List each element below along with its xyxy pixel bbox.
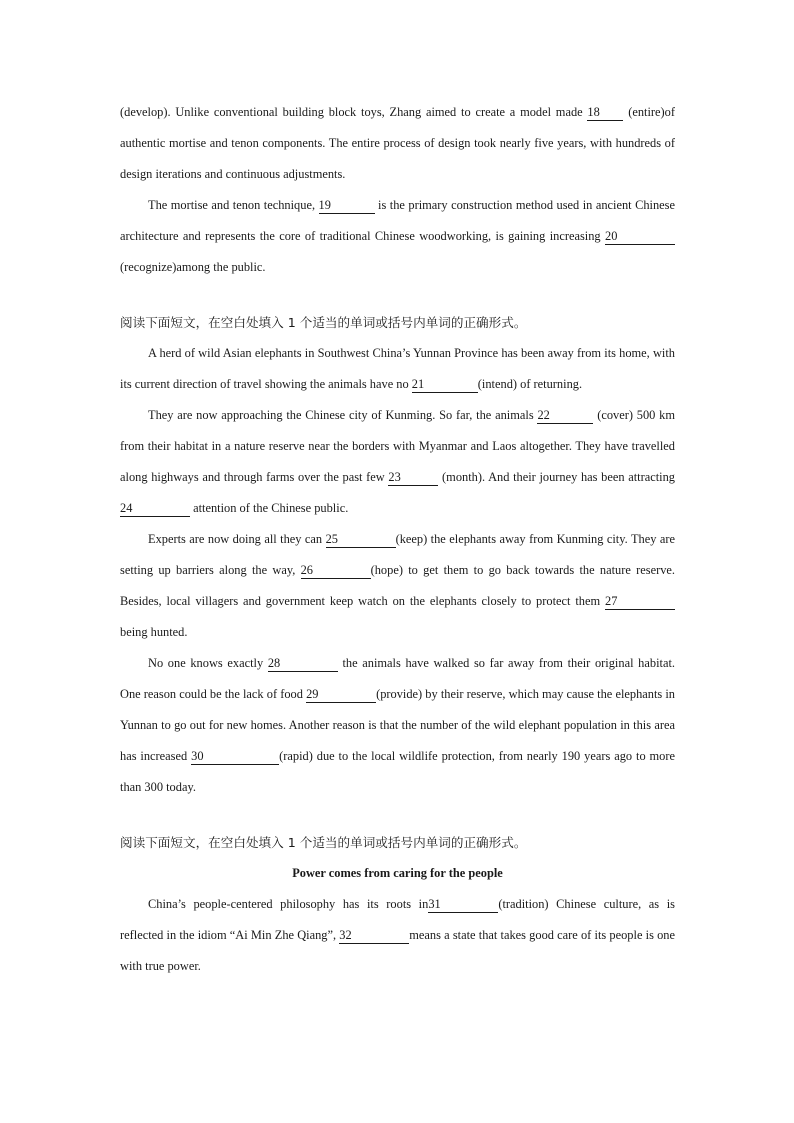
paragraph-develop bbox=[120, 97, 675, 190]
passage-title: Power comes from caring for the people bbox=[292, 866, 503, 880]
text: (develop). Unlike conventional building block toys, Zhang aimed to create a model made bbox=[120, 105, 588, 119]
blank-31[interactable]: 31 bbox=[428, 897, 498, 913]
text: (recognize)among the public. bbox=[120, 260, 266, 274]
blank-21[interactable]: 21 bbox=[412, 377, 478, 393]
text: being hunted. bbox=[120, 625, 188, 639]
text: They are now approaching the Chinese city of Kunming. So far, the animals bbox=[148, 408, 538, 422]
paragraph-kunming bbox=[120, 400, 675, 524]
blank-24[interactable]: 24 bbox=[120, 501, 190, 517]
text: (provide) by their reserve, which may cause the elephants in Yunnan to go out for new homes. Another reason is that the number of the wild elephant population in this area has increased bbox=[120, 687, 676, 763]
blank-26[interactable]: 26 bbox=[301, 563, 371, 579]
text: China’s people-centered philosophy has its roots in bbox=[148, 897, 429, 911]
text: the animals have walked so far away from their original habitat. One reason could be the lack of food bbox=[120, 656, 675, 701]
blank-27[interactable]: 27 bbox=[605, 594, 675, 610]
text: (month). And their journey has been attracting bbox=[438, 470, 675, 484]
text: No one knows exactly bbox=[148, 656, 268, 670]
text: (tradition) Chinese culture, as is reflected in the idiom “Ai Min Zhe Qiang”, bbox=[120, 897, 675, 942]
paragraph-no-one-knows bbox=[120, 648, 675, 803]
blank-23[interactable]: 23 bbox=[388, 470, 438, 486]
text: (hope) to get them to go back towards the nature reserve. Besides, local villagers and government keep watch on the elephants closely to protect them bbox=[120, 563, 675, 608]
blank-19[interactable]: 19 bbox=[319, 198, 375, 214]
text: means a state that takes good care of its people is one with true power. bbox=[120, 928, 675, 973]
text: Experts are now doing all they can bbox=[148, 532, 326, 546]
instruction-elephants: 阅读下面短文，在空白处填入 1 个适当的单词或括号内单词的正确形式。 bbox=[120, 315, 527, 330]
text: (cover) 500 km from their habitat in a nature reserve near the borders with Myanmar and Laos altogether. They have travelled along highways and through farms over the past few bbox=[120, 408, 675, 484]
document-page bbox=[120, 97, 675, 982]
text: attention of the Chinese public. bbox=[190, 501, 349, 515]
blank-20[interactable]: 20 bbox=[605, 229, 675, 245]
text: (keep) the elephants away from Kunming city. They are setting up barriers along the way, bbox=[120, 532, 675, 577]
text: A herd of wild Asian elephants in Southwest China’s Yunnan Province has been away from its home, with its current direction of travel showing the animals have no bbox=[120, 346, 675, 391]
paragraph-mortise bbox=[120, 190, 675, 283]
blank-18[interactable]: 18 bbox=[587, 105, 623, 121]
text: is the primary construction method used in ancient Chinese architecture and represents the core of traditional Chinese woodworking, is gaining increasing bbox=[120, 198, 675, 243]
blank-32[interactable]: 32 bbox=[339, 928, 409, 944]
blank-22[interactable]: 22 bbox=[537, 408, 593, 424]
spacer bbox=[120, 283, 675, 307]
paragraph-experts bbox=[120, 524, 675, 648]
spacer bbox=[120, 803, 675, 827]
blank-29[interactable]: 29 bbox=[306, 687, 376, 703]
blank-28[interactable]: 28 bbox=[268, 656, 338, 672]
text: (intend) of returning. bbox=[477, 377, 583, 391]
text: (rapid) due to the local wildlife protection, from nearly 190 years ago to more than 300 today. bbox=[120, 749, 676, 794]
paragraph-philosophy bbox=[120, 889, 675, 982]
paragraph-herd bbox=[120, 338, 675, 400]
text: (entire)of authentic mortise and tenon components. The entire process of design took nearly five years, with hundreds of design iterations and continuous adjustments. bbox=[120, 105, 675, 181]
blank-30[interactable]: 30 bbox=[191, 749, 279, 765]
instruction-power: 阅读下面短文，在空白处填入 1 个适当的单词或括号内单词的正确形式。 bbox=[120, 835, 527, 850]
blank-25[interactable]: 25 bbox=[326, 532, 396, 548]
text: The mortise and tenon technique, bbox=[148, 198, 319, 212]
